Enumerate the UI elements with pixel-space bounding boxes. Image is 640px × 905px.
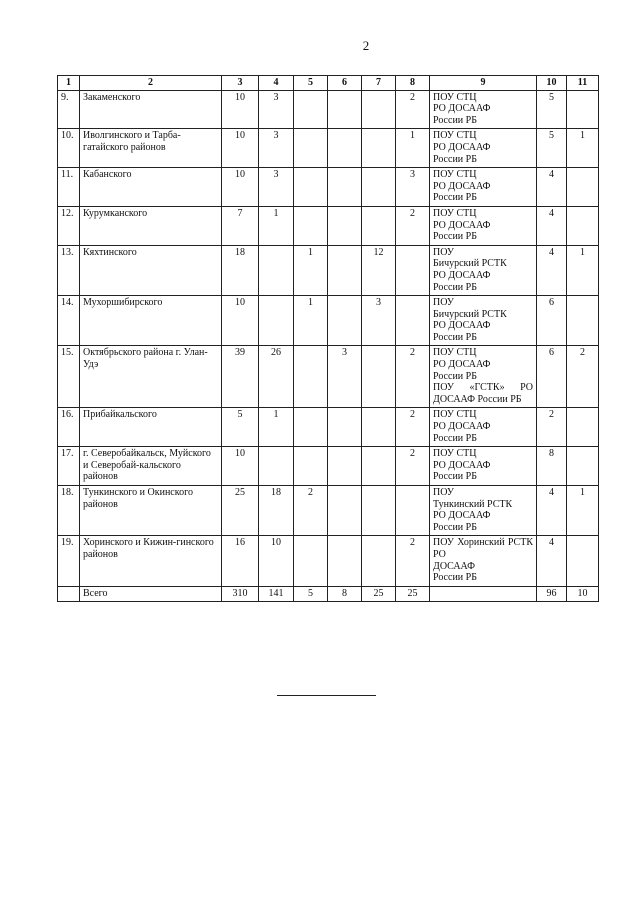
col-header-7: 7	[362, 76, 396, 91]
col-7-value	[362, 90, 396, 129]
district-name: Иволгинского и Тарба-гатайского районов	[80, 129, 222, 168]
col-11-value: 1	[567, 129, 599, 168]
organization-name	[430, 586, 537, 602]
col-header-8: 8	[396, 76, 430, 91]
col-5-value	[294, 346, 328, 408]
row-number: 14.	[58, 296, 80, 346]
col-10-value: 5	[537, 129, 567, 168]
col-7-value	[362, 346, 396, 408]
col-6-value: 8	[328, 586, 362, 602]
col-5-value	[294, 129, 328, 168]
row-number: 19.	[58, 536, 80, 586]
district-name: Кяхтинского	[80, 245, 222, 295]
col-7-value: 12	[362, 245, 396, 295]
col-5-value: 1	[294, 296, 328, 346]
table-row	[58, 346, 599, 408]
col-10-value: 4	[537, 168, 567, 207]
col-3-value: 25	[222, 486, 259, 536]
table-row	[58, 245, 599, 295]
col-3-value: 310	[222, 586, 259, 602]
col-7-value	[362, 129, 396, 168]
organization-name: ПОУ Тункинский РСТК РО ДОСААФ России РБ	[430, 486, 537, 536]
col-5-value	[294, 90, 328, 129]
row-number: 16.	[58, 408, 80, 447]
total-row	[58, 586, 599, 602]
col-3-value: 16	[222, 536, 259, 586]
col-6-value	[328, 206, 362, 245]
col-3-value: 39	[222, 346, 259, 408]
col-10-value: 4	[537, 486, 567, 536]
col-8-value	[396, 296, 430, 346]
col-header-6: 6	[328, 76, 362, 91]
col-5-value	[294, 168, 328, 207]
row-number: 18.	[58, 486, 80, 536]
col-header-4: 4	[259, 76, 294, 91]
col-3-value: 5	[222, 408, 259, 447]
col-7-value	[362, 168, 396, 207]
organization-name: ПОУ СТЦ РО ДОСААФ России РБ	[430, 129, 537, 168]
col-8-value	[396, 245, 430, 295]
col-11-value: 1	[567, 486, 599, 536]
col-6-value	[328, 90, 362, 129]
organization-name: ПОУ СТЦ РО ДОСААФ России РБ	[430, 168, 537, 207]
col-3-value: 7	[222, 206, 259, 245]
table-row	[58, 206, 599, 245]
organization-name: ПОУ СТЦ РО ДОСААФ России РБ ПОУ «ГСТК» РО ДОСААФ России РБ	[430, 346, 537, 408]
col-5-value: 5	[294, 586, 328, 602]
col-5-value: 1	[294, 245, 328, 295]
col-4-value: 3	[259, 90, 294, 129]
col-7-value: 3	[362, 296, 396, 346]
row-number: 13.	[58, 245, 80, 295]
district-name: Курумканского	[80, 206, 222, 245]
table-row	[58, 168, 599, 207]
col-6-value	[328, 486, 362, 536]
col-7-value	[362, 447, 396, 486]
col-10-value: 4	[537, 206, 567, 245]
col-6-value	[328, 408, 362, 447]
col-4-value	[259, 296, 294, 346]
col-11-value	[567, 447, 599, 486]
col-10-value: 5	[537, 90, 567, 129]
col-7-value: 25	[362, 586, 396, 602]
table-row	[58, 90, 599, 129]
districts-table	[57, 75, 599, 602]
table-row	[58, 447, 599, 486]
col-8-value: 2	[396, 408, 430, 447]
col-10-value: 96	[537, 586, 567, 602]
organization-name: ПОУ СТЦ РО ДОСААФ России РБ	[430, 90, 537, 129]
organization-name: ПОУ СТЦ РО ДОСААФ России РБ	[430, 206, 537, 245]
col-8-value: 2	[396, 206, 430, 245]
col-10-value: 4	[537, 245, 567, 295]
col-8-value: 2	[396, 346, 430, 408]
col-7-value	[362, 408, 396, 447]
district-name: Хоринского и Кижин-гинского районов	[80, 536, 222, 586]
col-6-value	[328, 129, 362, 168]
col-3-value: 10	[222, 447, 259, 486]
district-name: Октябрьского района г. Улан-Удэ	[80, 346, 222, 408]
col-5-value	[294, 408, 328, 447]
col-11-value	[567, 408, 599, 447]
col-8-value: 1	[396, 129, 430, 168]
col-11-value: 2	[567, 346, 599, 408]
col-8-value: 2	[396, 447, 430, 486]
col-10-value: 2	[537, 408, 567, 447]
district-name: Всего	[80, 586, 222, 602]
row-number	[58, 586, 80, 602]
col-5-value	[294, 536, 328, 586]
col-3-value: 10	[222, 168, 259, 207]
page-number: 2	[362, 38, 370, 53]
row-number: 17.	[58, 447, 80, 486]
table-row	[58, 129, 599, 168]
col-4-value	[259, 447, 294, 486]
col-11-value	[567, 90, 599, 129]
col-6-value	[328, 536, 362, 586]
col-8-value: 2	[396, 536, 430, 586]
district-name: Тункинского и Окинского районов	[80, 486, 222, 536]
col-6-value	[328, 245, 362, 295]
col-4-value: 1	[259, 408, 294, 447]
district-name: Кабанского	[80, 168, 222, 207]
col-6-value	[328, 168, 362, 207]
table-row	[58, 408, 599, 447]
col-8-value	[396, 486, 430, 536]
col-11-value: 10	[567, 586, 599, 602]
col-11-value	[567, 536, 599, 586]
col-10-value: 6	[537, 296, 567, 346]
col-8-value: 25	[396, 586, 430, 602]
row-number: 12.	[58, 206, 80, 245]
col-7-value	[362, 206, 396, 245]
col-header-3: 3	[222, 76, 259, 91]
table-header	[58, 76, 599, 91]
col-11-value	[567, 168, 599, 207]
col-header-5: 5	[294, 76, 328, 91]
col-4-value: 18	[259, 486, 294, 536]
col-10-value: 6	[537, 346, 567, 408]
organization-name: ПОУ СТЦ РО ДОСААФ России РБ	[430, 447, 537, 486]
district-name: Мухоршибирского	[80, 296, 222, 346]
col-4-value: 141	[259, 586, 294, 602]
organization-name: ПОУ Бичурский РСТК РО ДОСААФ России РБ	[430, 245, 537, 295]
table-row	[58, 536, 599, 586]
district-name: Закаменского	[80, 90, 222, 129]
col-3-value: 10	[222, 90, 259, 129]
row-number: 11.	[58, 168, 80, 207]
col-3-value: 10	[222, 296, 259, 346]
col-header-11: 11	[567, 76, 599, 91]
table-row	[58, 486, 599, 536]
col-5-value: 2	[294, 486, 328, 536]
organization-name: ПОУ Бичурский РСТК РО ДОСААФ России РБ	[430, 296, 537, 346]
col-5-value	[294, 447, 328, 486]
col-4-value	[259, 245, 294, 295]
col-10-value: 8	[537, 447, 567, 486]
col-header-10: 10	[537, 76, 567, 91]
col-4-value: 1	[259, 206, 294, 245]
col-3-value: 10	[222, 129, 259, 168]
col-3-value: 18	[222, 245, 259, 295]
col-10-value: 4	[537, 536, 567, 586]
col-4-value: 3	[259, 168, 294, 207]
row-number: 9.	[58, 90, 80, 129]
col-8-value: 2	[396, 90, 430, 129]
col-7-value	[362, 486, 396, 536]
header-row	[58, 76, 599, 91]
row-number: 15.	[58, 346, 80, 408]
col-8-value: 3	[396, 168, 430, 207]
col-11-value	[567, 296, 599, 346]
organization-name: ПОУ СТЦ РО ДОСААФ России РБ	[430, 408, 537, 447]
col-header-9: 9	[430, 76, 537, 91]
col-6-value	[328, 447, 362, 486]
col-11-value	[567, 206, 599, 245]
col-header-2: 2	[80, 76, 222, 91]
col-4-value: 26	[259, 346, 294, 408]
organization-name: ПОУ Хоринский РСТК РО ДОСААФ России РБ	[430, 536, 537, 586]
col-5-value	[294, 206, 328, 245]
col-6-value: 3	[328, 346, 362, 408]
col-4-value: 3	[259, 129, 294, 168]
col-6-value	[328, 296, 362, 346]
col-11-value: 1	[567, 245, 599, 295]
row-number: 10.	[58, 129, 80, 168]
table-body	[58, 90, 599, 602]
separator-line	[277, 695, 376, 696]
col-header-1: 1	[58, 76, 80, 91]
col-4-value: 10	[259, 536, 294, 586]
table-row	[58, 296, 599, 346]
col-7-value	[362, 536, 396, 586]
district-name: Прибайкальского	[80, 408, 222, 447]
district-name: г. Северобайкальск, Муйского и Северобай-кальского районов	[80, 447, 222, 486]
